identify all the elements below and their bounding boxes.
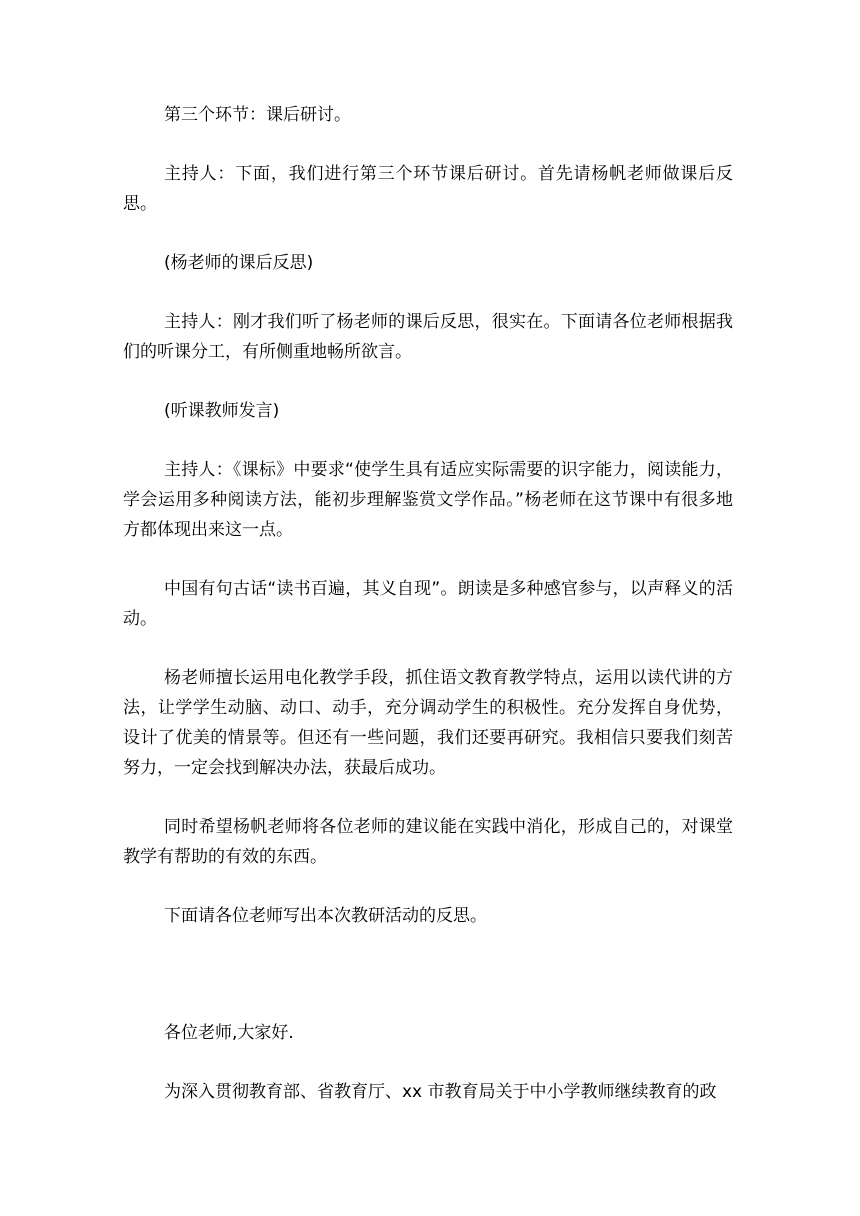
paragraph-host-intro: 主持人：下面，我们进行第三个环节课后研讨。首先请杨帆老师做课后反思。 xyxy=(123,164,733,214)
paragraph-greeting: 各位老师,大家好. xyxy=(164,1023,294,1043)
paragraph-host-curriculum: 主持人：《课标》中要求“使学生具有适应实际需要的识字能力，阅读能力，学会运用多种阅读方法，能初步理解鉴赏文学作品。”杨老师在这节课中有很多地方都体现出来这一点。 xyxy=(123,460,733,540)
paragraph-proverb: 中国有句古话“读书百遍，其义自现”。朗读是多种感官参与，以声释义的活动。 xyxy=(123,579,733,629)
paragraph-host-invite: 主持人：刚才我们听了杨老师的课后反思，很实在。下面请各位老师根据我们的听课分工，有所侧重地畅所欲言。 xyxy=(123,312,733,362)
paragraph-stage-note-reflection: (杨老师的课后反思) xyxy=(164,253,314,273)
paragraph-hope: 同时希望杨帆老师将各位老师的建议能在实践中消化，形成自己的，对课堂教学有帮助的有效的东西。 xyxy=(123,817,733,867)
paragraph-section-heading: 第三个环节：课后研讨。 xyxy=(164,105,351,125)
paragraph-policy-start: 为深入贯彻教育部、省教育厅、xx 市教育局关于中小学教师继续教育的政 xyxy=(164,1082,717,1102)
paragraph-stage-note-teachers: (听课教师发言) xyxy=(164,401,280,421)
paragraph-evaluation: 杨老师擅长运用电化教学手段，抓住语文教育教学特点，运用以读代讲的方法，让学学生动脑、动口、动手，充分调动学生的积极性。充分发挥自身优势，设计了优美的情景等。但还有一些问题，我们还要再研究。我相信只要我们刻苦努力，一定会找到解决办法，获最后成功。 xyxy=(123,668,733,778)
document-body xyxy=(123,100,733,1136)
paragraph-closing-instruction: 下面请各位老师写出本次教研活动的反思。 xyxy=(164,906,487,926)
